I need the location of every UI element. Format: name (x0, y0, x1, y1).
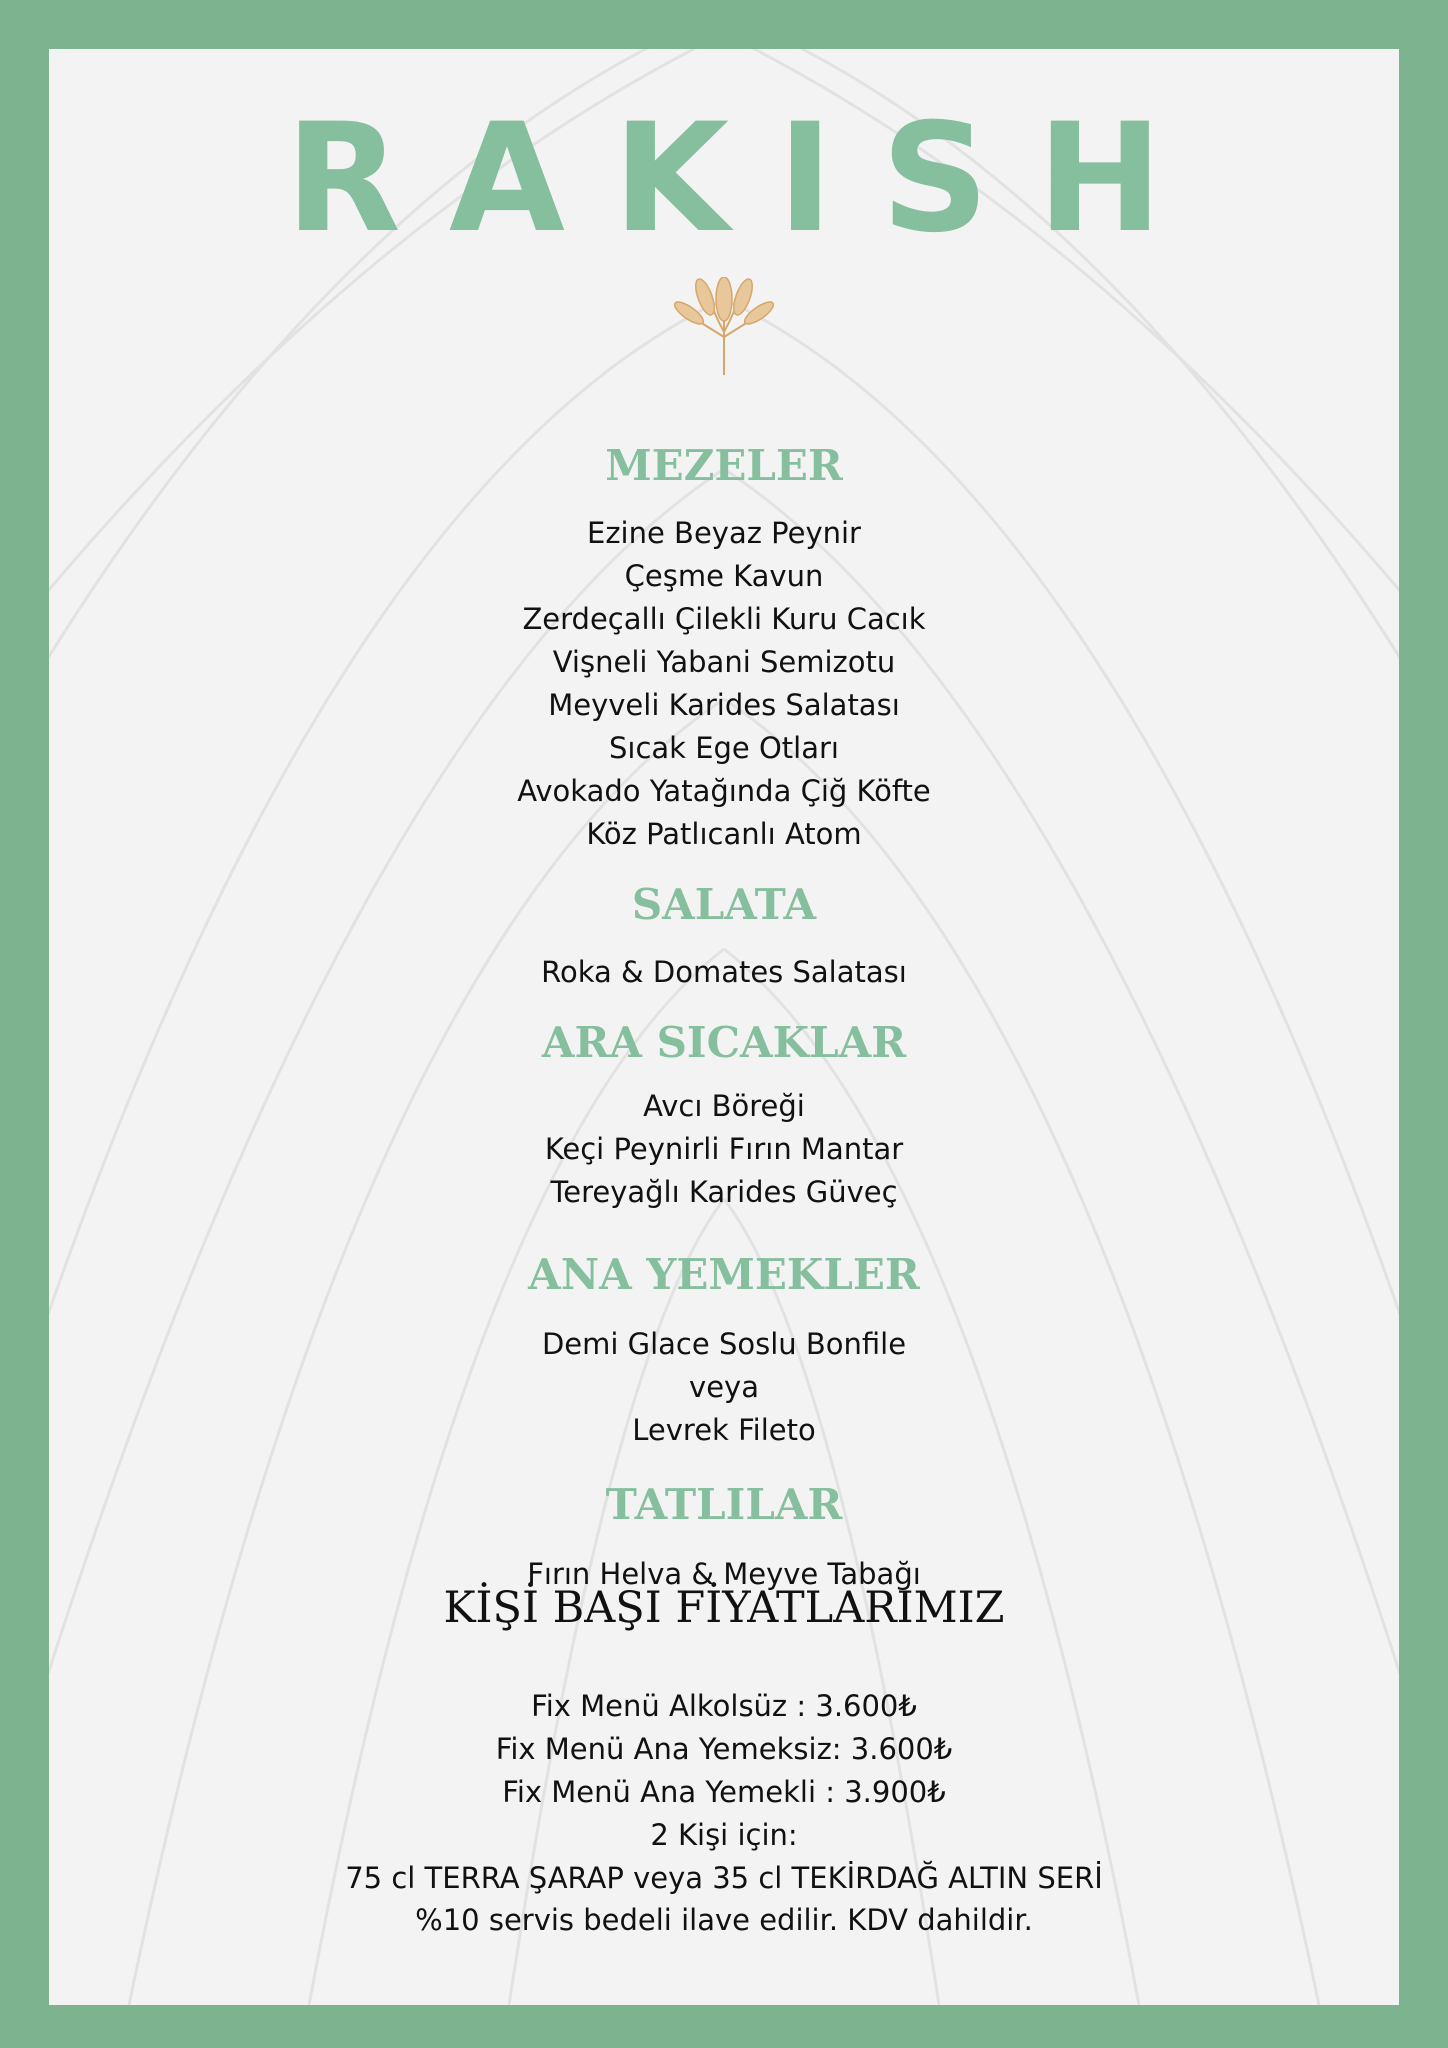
menu-item: Meyveli Karides Salatası (548, 688, 900, 722)
service-note: %10 servis bedeli ilave edilir. KDV dahildir. (415, 1903, 1033, 1937)
menu-item: veya (689, 1370, 759, 1404)
price-line: 75 cl TERRA ŞARAP veya 35 cl TEKİRDAĞ ALTIN SERİ (345, 1861, 1103, 1895)
menu-item: Vişneli Yabani Semizotu (552, 645, 896, 679)
menu-item: Çeşme Kavun (624, 559, 824, 593)
menu-item: Roka & Domates Salatası (541, 955, 907, 989)
menu-item: Keçi Peynirli Fırın Mantar (544, 1132, 904, 1166)
section-items-salata (49, 951, 1399, 994)
section-title-ana-yemekler: ANA YEMEKLER (528, 1250, 920, 1299)
price-line: Fix Menü Alkolsüz : 3.600₺ (531, 1689, 917, 1723)
section-items-ana-yemekler (49, 1323, 1399, 1452)
price-line: 2 Kişi için: (650, 1818, 798, 1852)
section-title-mezeler: MEZELER (605, 441, 843, 490)
section-title-ara-sicaklar: ARA SICAKLAR (541, 1018, 907, 1067)
menu-content (49, 49, 1399, 2005)
section-title-tatlilar: TATLILAR (605, 1480, 843, 1529)
menu-item: Levrek Fileto (632, 1413, 816, 1447)
section-items-ara-sicaklar (49, 1085, 1399, 1214)
menu-item: Fırın Helva & Meyve Tabağı (527, 1557, 921, 1591)
pricing-title: KİŞİ BAŞI FİYATLARIMIZ (443, 1583, 1005, 1633)
menu-item: Avcı Böreği (643, 1089, 805, 1123)
section-items-mezeler (49, 512, 1399, 856)
wheat-icon (665, 277, 783, 375)
menu-item: Tereyağlı Karides Güveç (550, 1175, 898, 1209)
price-line: Fix Menü Ana Yemekli : 3.900₺ (502, 1775, 946, 1809)
menu-item: Demi Glace Soslu Bonfile (541, 1327, 907, 1361)
menu-item: Zerdeçallı Çilekli Kuru Cacık (522, 602, 926, 636)
menu-page (49, 49, 1399, 2005)
price-line: Fix Menü Ana Yemeksiz: 3.600₺ (495, 1732, 953, 1766)
menu-item: Avokado Yatağında Çiğ Köfte (517, 774, 931, 808)
menu-item: Köz Patlıcanlı Atom (586, 817, 862, 851)
menu-item: Sıcak Ege Otları (609, 731, 839, 765)
menu-item: Ezine Beyaz Peynir (587, 516, 861, 550)
brand-logo: RAKISH (285, 92, 1211, 266)
section-title-salata: SALATA (631, 880, 817, 929)
pricing-lines (49, 1685, 1399, 1900)
